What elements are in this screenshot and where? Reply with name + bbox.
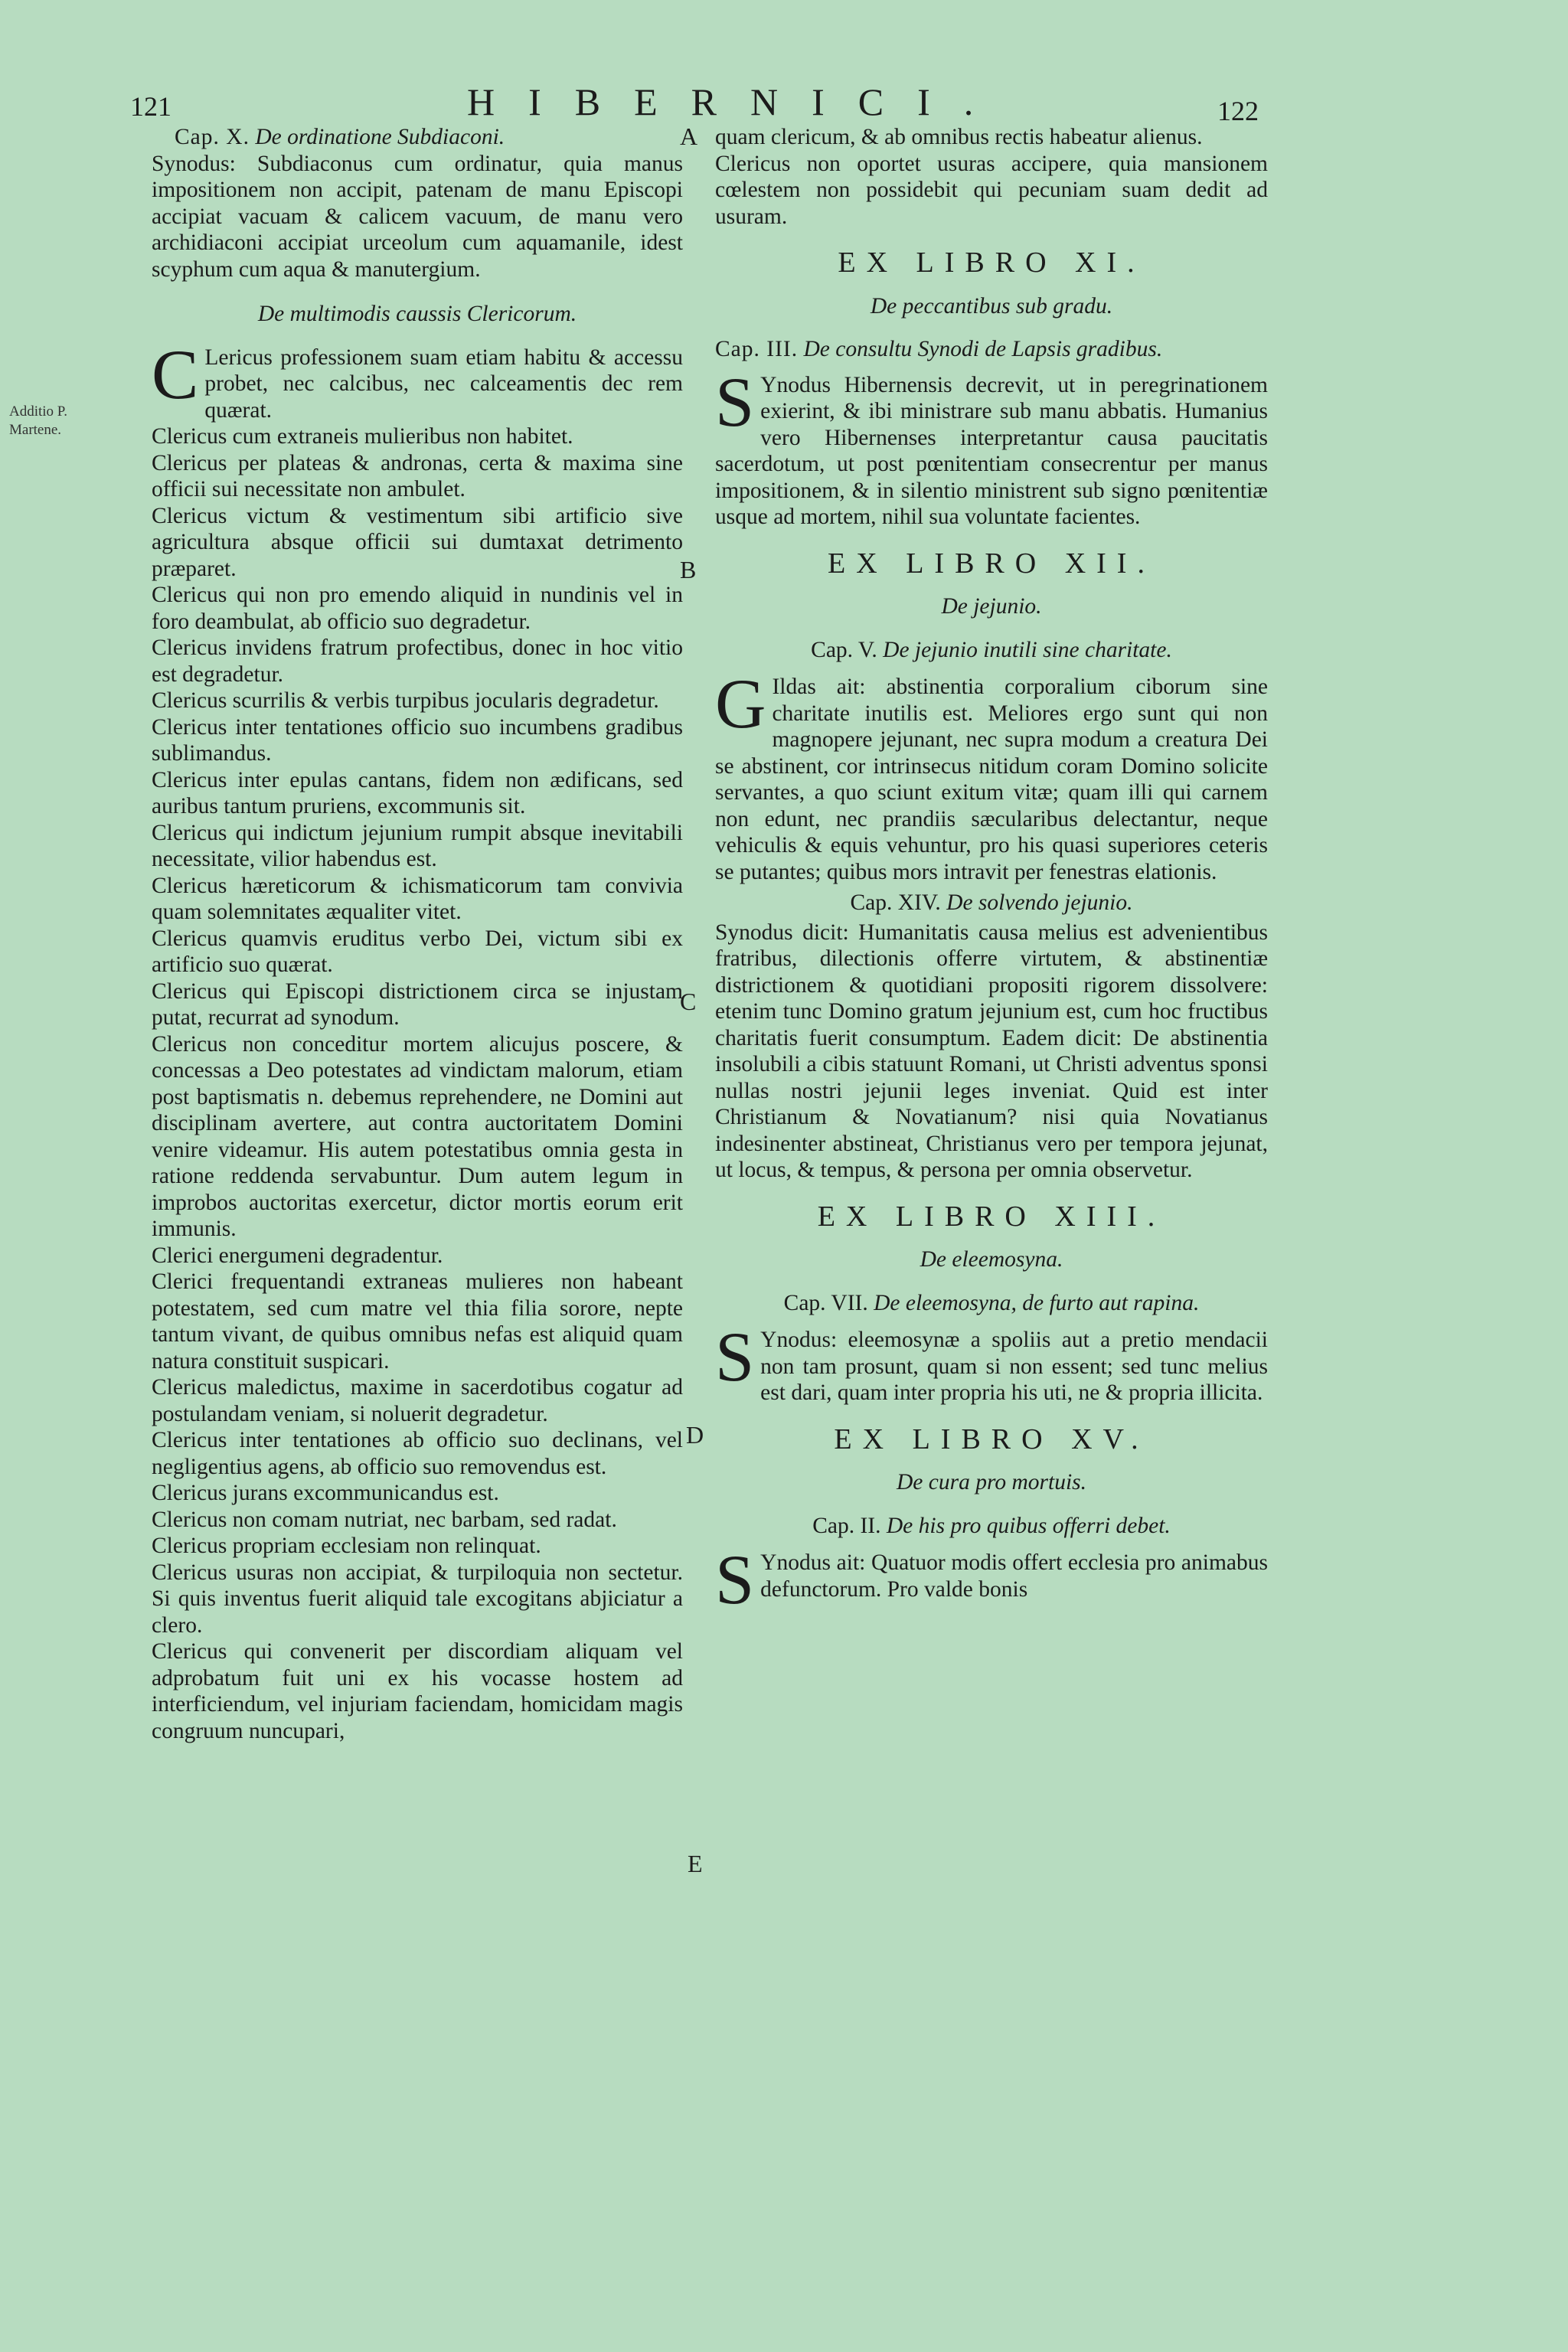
paragraph: Clerici frequentandi extraneas mulieres non habeant potestatem, sed cum matre vel thia filia sorore, nepte tantum vivant, de quibus omnibus nefas est aliquid quam natura constituit suspicari. [152,1269,683,1374]
paragraph: Clericus non oportet usuras accipere, quia mansionem cœlestem non possidebit qui pecuniam suam dedit ad usuram. [715,151,1268,229]
chapter-heading [715,1290,1268,1317]
paragraph: Clericus qui non pro emendo aliquid in nundinis vel in foro deambulat, ab officio suo degradetur. [152,583,683,634]
paragraph-text: Ildas ait: abstinentia corporalium ciborum sine charitate inutilis est. Meliores ergo sunt qui non magnopere jejunant, nec supra modum a creatura Dei se abstinent, cor intrinsecus nitidum coram Domino solicite servantes, a quo sciunt exitum vitæ; quam illi qui carnem non edunt, nec prandiis sæcularibus delectantur, neque vehiculis & equis vehuntur, pro his quasi superiores ceteris se putantes; quibus mors intravit per fenestras elationis. [715,675,1268,884]
paragraph: Clericus invidens fratrum profectibus, donec in hoc vitio est degradetur. [152,635,683,687]
book-heading: EX LIBRO XIII. [817,1200,1166,1233]
margin-letter-a: A [680,122,698,150]
paragraph: quam clericum, & ab omnibus rectis habeatur alienus. [715,125,1203,149]
paragraph: Clericus qui convenerit per discordiam aliquam vel adprobatum fuit uni ex his vocasse hostem ad interficiendum, vel injuriam faciendam, homicidam magis congruum nuncupari, [152,1639,683,1743]
paragraph: Clericus non conceditur mortem alicujus poscere, & concessas a Deo potestates ad vindictam malorum, etiam post baptismatis n. debemus reprehendere, ne Domini aut disciplinam avertere, aut contra auctoritatem Domini venire videamur. His autem potestatibus omnia gesta in ratione reddenda servabuntur. Dum autem legum in improbos auctoritas exercetur, dictor mortis eorum erit immunis. [152,1031,683,1241]
paragraph: Clerici energumeni degradentur. [152,1243,443,1268]
chapter-heading [175,124,683,151]
paragraph [152,335,683,424]
paragraph: Clericus jurans excommunicandus est. [152,1481,499,1505]
chapter-title: De consultu Synodi de Lapsis gradibus. [803,337,1163,361]
paragraph: Clericus cum extraneis mulieribus non habitet. [152,424,573,449]
running-header [0,75,1568,129]
chapter-number: Cap. X. [175,125,250,149]
chapter-title: De eleemosyna, de furto aut rapina. [874,1290,1200,1315]
chapter-heading [715,1513,1268,1540]
margin-letter-e: E [688,1850,703,1877]
chapter-title: De his pro quibus offerri debet. [886,1513,1171,1538]
paragraph: Clericus quamvis eruditus verbo Dei, victum sibi ex artificio suo quærat. [152,926,683,977]
margin-letter-c: C [680,988,697,1015]
chapter-heading [715,890,1268,916]
chapter-number: Cap. III. [715,337,799,361]
paragraph: Clericus per plateas & andronas, certa & maxima sine officii sui necessitate non ambulet. [152,450,683,501]
drop-cap: S [715,1540,755,1619]
chapter-title: De jejunio inutili sine charitate. [883,637,1172,662]
drop-cap: G [715,665,766,743]
section-heading: De jejunio. [941,594,1042,619]
paragraph: Clericus scurrilis & verbis turpibus jocularis degradetur. [152,688,659,713]
paragraph [715,665,1268,885]
paragraph: Clericus usuras non accipiat, & turpiloquia non sectetur. Si quis inventus fuerit aliquid tale excogitans abjiciatur a clero. [152,1560,683,1638]
paragraph [715,1318,1268,1406]
folio-left: 121 [130,91,172,122]
paragraph: Clericus victum & vestimentum sibi artificio sive agricultura absque officii sui dumtaxat detrimento præparet. [152,503,683,581]
paragraph: Clericus non comam nutriat, nec barbam, sed radat. [152,1507,617,1532]
paragraph [715,1540,1268,1619]
paragraph-text: Ynodus ait: Quatuor modis offert ecclesia pro animabus defunctorum. Pro valde bonis [760,1550,1268,1602]
paragraph: Clericus maledictus, maxime in sacerdotibus cogatur ad postulandam veniam, si noluerit degradetur. [152,1375,683,1426]
paragraph: Synodus dicit: Humanitatis causa melius est advenientibus fratribus, dilectionis offerre virtutem, & abstinentiæ districtionem & quotidiani propositi rigorem dissolvere: etenim tunc Domino gratum jejunium est, cum hoc fructibus charitatis fuerit consumptum. Eadem dicit: De abstinentia insolubili a cibis statuunt Romani, ut Christi adventus sponsi nullas nostri jejunii leges inveniat. Quid est inter Christianum & Novatianum? nisi quia Novatianus indesinenter abstineat, Christianus vero per tempora jejunat, ut locus, & tempus, & persona per omnia observetur. [715,920,1268,1182]
book-heading: EX LIBRO XII. [828,547,1155,580]
chapter-title: De ordinatione Subdiaconi. [255,125,505,149]
margin-note: Additio P. Martene. [9,403,68,438]
paragraph-text: Ynodus: eleemosynæ a spoliis aut a pretio mendacii non tam prosunt, quam si non essent; sed tunc melius est dari, quam inter propria his uti, ne & propria illicita. [760,1328,1268,1405]
section-heading: De peccantibus sub gradu. [870,293,1113,318]
left-column [152,124,683,1744]
drop-cap: S [715,1318,755,1396]
chapter-number: Cap. V. [811,637,877,662]
chapter-heading [715,336,1268,363]
section-heading: De cura pro mortuis. [896,1470,1086,1494]
paragraph [715,362,1268,531]
paragraph: Clericus inter tentationes ab officio suo declinans, vel negligentius agens, ab officio suo removendus est. [152,1428,683,1479]
section-heading: De eleemosyna. [920,1247,1063,1272]
section-heading: De multimodis caussis Clericorum. [257,302,577,326]
paragraph: Clericus qui indictum jejunium rumpit absque inevitabili necessitate, vilior habendus est. [152,820,683,871]
paragraph-text: Lericus professionem suam etiam habitu & accessu probet, nec calcibus, nec calceamentis dec rem quærat. [204,345,683,423]
paragraph-text: Ynodus Hibernensis decrevit, ut in peregrinationem exierint, & ibi ministrare sub manu abbatis. Humanius vero Hibernenses interpretantur causa paucitatis sacerdotum, ut post pœnitentiam consecrentur per manus impositionem, & in silentio ministrent sub signo pœnitentiæ usque ad mortem, nihil sua voluntate facientes. [715,372,1268,529]
folio-right: 122 [1217,96,1259,126]
margin-letter-d: D [686,1421,704,1449]
chapter-number: Cap. VII. [783,1290,868,1315]
chapter-number: Cap. II. [812,1513,881,1538]
paragraph: Synodus: Subdiaconus cum ordinatur, quia manus impositionem non accipit, patenam de manu Episcopi accipiat vacuam & calicem vacuum, de manu vero archidiaconi accipiat urceolum cum aquamanile, idest scyphum cum aqua & manutergium. [152,151,683,282]
paragraph: Clericus hæreticorum & ichismaticorum tam convivia quam solemnitates æqualiter vitet. [152,873,683,924]
running-title: HIBERNICI. [467,80,1008,123]
paragraph: Clericus inter epulas cantans, fidem non ædificans, sed auribus tantum pruriens, excommunis sit. [152,767,683,818]
drop-cap: C [152,335,199,413]
chapter-number: Cap. XIV. [850,890,941,915]
chapter-title: De solvendo jejunio. [946,890,1133,915]
paragraph: Clericus propriam ecclesiam non relinquat. [152,1534,541,1558]
paragraph: Clericus inter tentationes officio suo incumbens gradibus sublimandus. [152,714,683,766]
right-column [715,124,1268,1619]
book-heading: EX LIBRO XV. [834,1423,1149,1455]
chapter-heading [715,637,1268,664]
margin-letter-b: B [680,556,697,583]
drop-cap: S [715,362,755,441]
paragraph: Clericus qui Episcopi districtionem circa se injustam putat, recurrat ad synodum. [152,978,683,1030]
book-heading: EX LIBRO XI. [838,247,1145,279]
